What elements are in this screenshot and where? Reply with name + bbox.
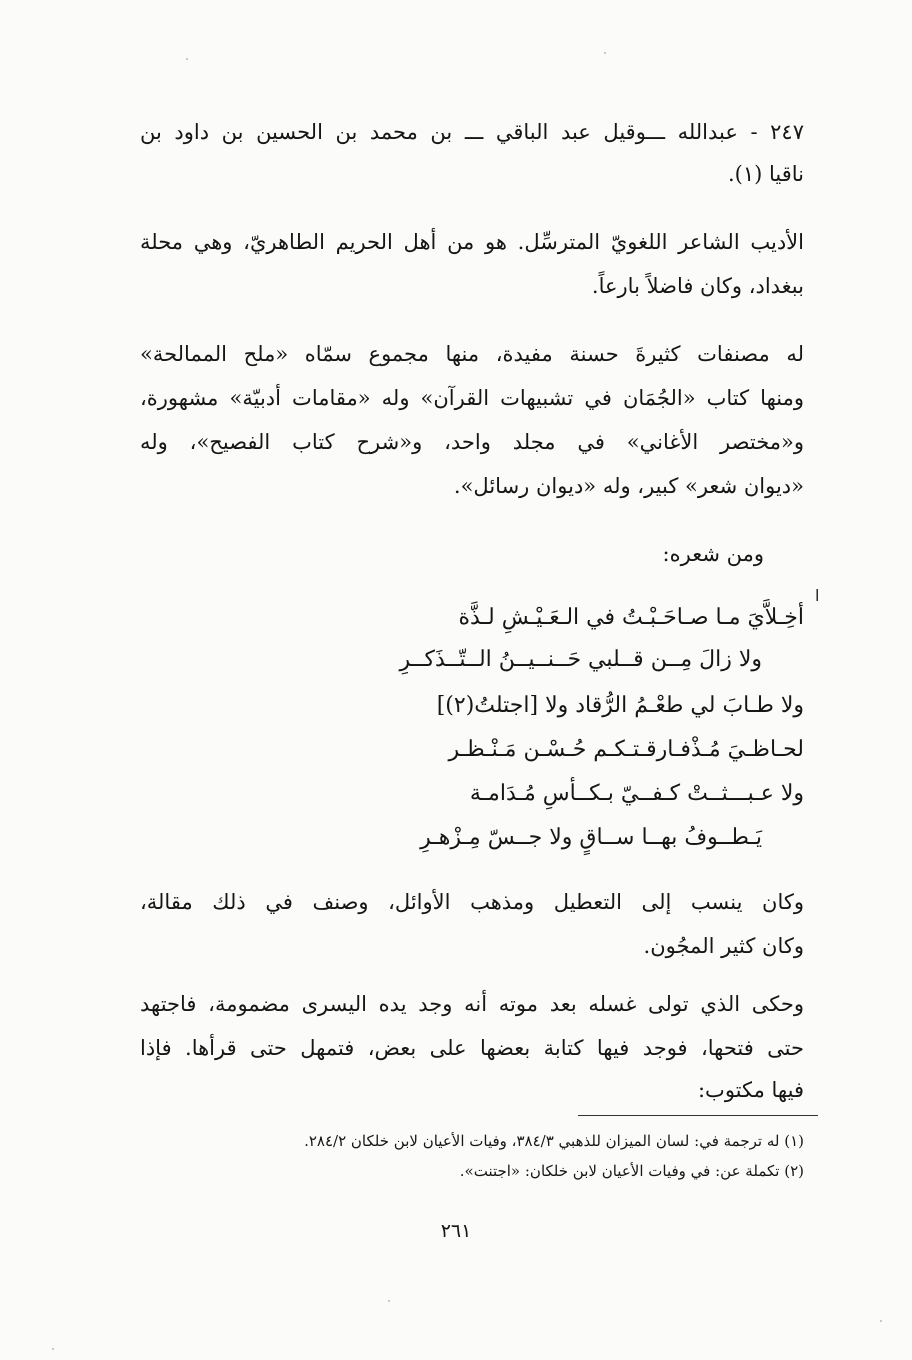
scan-speck: [186, 58, 188, 60]
poem-line-3: ولا طـابَ لي طعْـمُ الرُّقاد ولا [اجتلتُ(٢)]: [436, 693, 804, 718]
paragraph-3-line-2: وكان كثير المجُون.: [643, 934, 804, 958]
entry-line-1: ٢٤٧ - عبدالله ـــوقيل عبد الباقي ـــ بن محمد بن الحسين بن داود بن: [140, 120, 804, 144]
poem-line-1: أخِـلاَّيَ مـا صـاحَـبْـتُ في الـعَـيْـشِ لـذَّة: [458, 605, 804, 630]
scan-speck: [388, 1300, 390, 1302]
poem-intro: ومن شعره:: [662, 542, 764, 566]
poem-line-4: لحـاظـيَ مُـذْفـارقـتـكـم حُـسْـن مَـنْـظـر: [448, 737, 804, 762]
margin-mark: ا: [815, 586, 820, 605]
paragraph-2-line-3: و«مختصر الأغاني» في مجلد واحد، و«شرح كتاب الفصيح»، وله: [140, 430, 804, 454]
poem-line-5: ولا عـبـــثــتْ كـفــيّ بـكــأسِ مُـدَامـة: [469, 781, 804, 806]
poem-line-6: يَـطــوفُ بهــا ســاقٍ ولا جــسّ مِـزْهـرِ: [420, 825, 762, 850]
footnote-2: (٢) تكملة عن: في وفيات الأعيان لابن خلكان: «اجتنت».: [459, 1162, 804, 1180]
paragraph-2-line-2: ومنها كتاب «الجُمَان في تشبيهات القرآن» وله «مقامات أدبيّة» مشهورة،: [140, 386, 804, 410]
scan-speck: [604, 52, 606, 54]
footnote-1: (١) له ترجمة في: لسان الميزان للذهبي ٣٨٤/٣، وفيات الأعيان لابن خلكان ٢٨٤/٢.: [304, 1132, 804, 1150]
entry-line-2: ناقيا (١).: [727, 162, 804, 186]
paragraph-1-line-1: الأديب الشاعر اللغويّ المترسِّل. هو من أهل الحريم الطاهريّ، وهي محلة: [140, 230, 804, 254]
scan-speck: [52, 1348, 54, 1350]
page-number: ٢٦١: [440, 1220, 472, 1242]
paragraph-3-line-1: وكان ينسب إلى التعطيل ومذهب الأوائل، وصنف في ذلك مقالة،: [140, 890, 805, 914]
paragraph-4-line-2: حتى فتحها، فوجد فيها كتابة بعضها على بعض، فتمهل حتى قرأها. فإذا: [140, 1036, 804, 1060]
paragraph-4-line-3: فيها مكتوب:: [697, 1078, 804, 1102]
paragraph-2-line-4: «ديوان شعر» كبير، وله «ديوان رسائل».: [453, 474, 804, 498]
poem-line-2: ولا زالَ مِــن قــلبي حَــنــيــنُ الــتّــذَكــرِ: [399, 647, 762, 672]
footnote-divider: [578, 1115, 818, 1116]
paragraph-2-line-1: له مصنفات كثيرةَ حسنة مفيدة، منها مجموع سمّاه «ملح الممالحة»: [140, 342, 804, 366]
paragraph-1-line-2: ببغداد، وكان فاضلاً بارعاً.: [591, 274, 804, 298]
paragraph-4-line-1: وحكى الذي تولى غسله بعد موته أنه وجد يده اليسرى مضمومة، فاجتهد: [140, 992, 804, 1016]
scan-speck: [880, 1320, 882, 1322]
